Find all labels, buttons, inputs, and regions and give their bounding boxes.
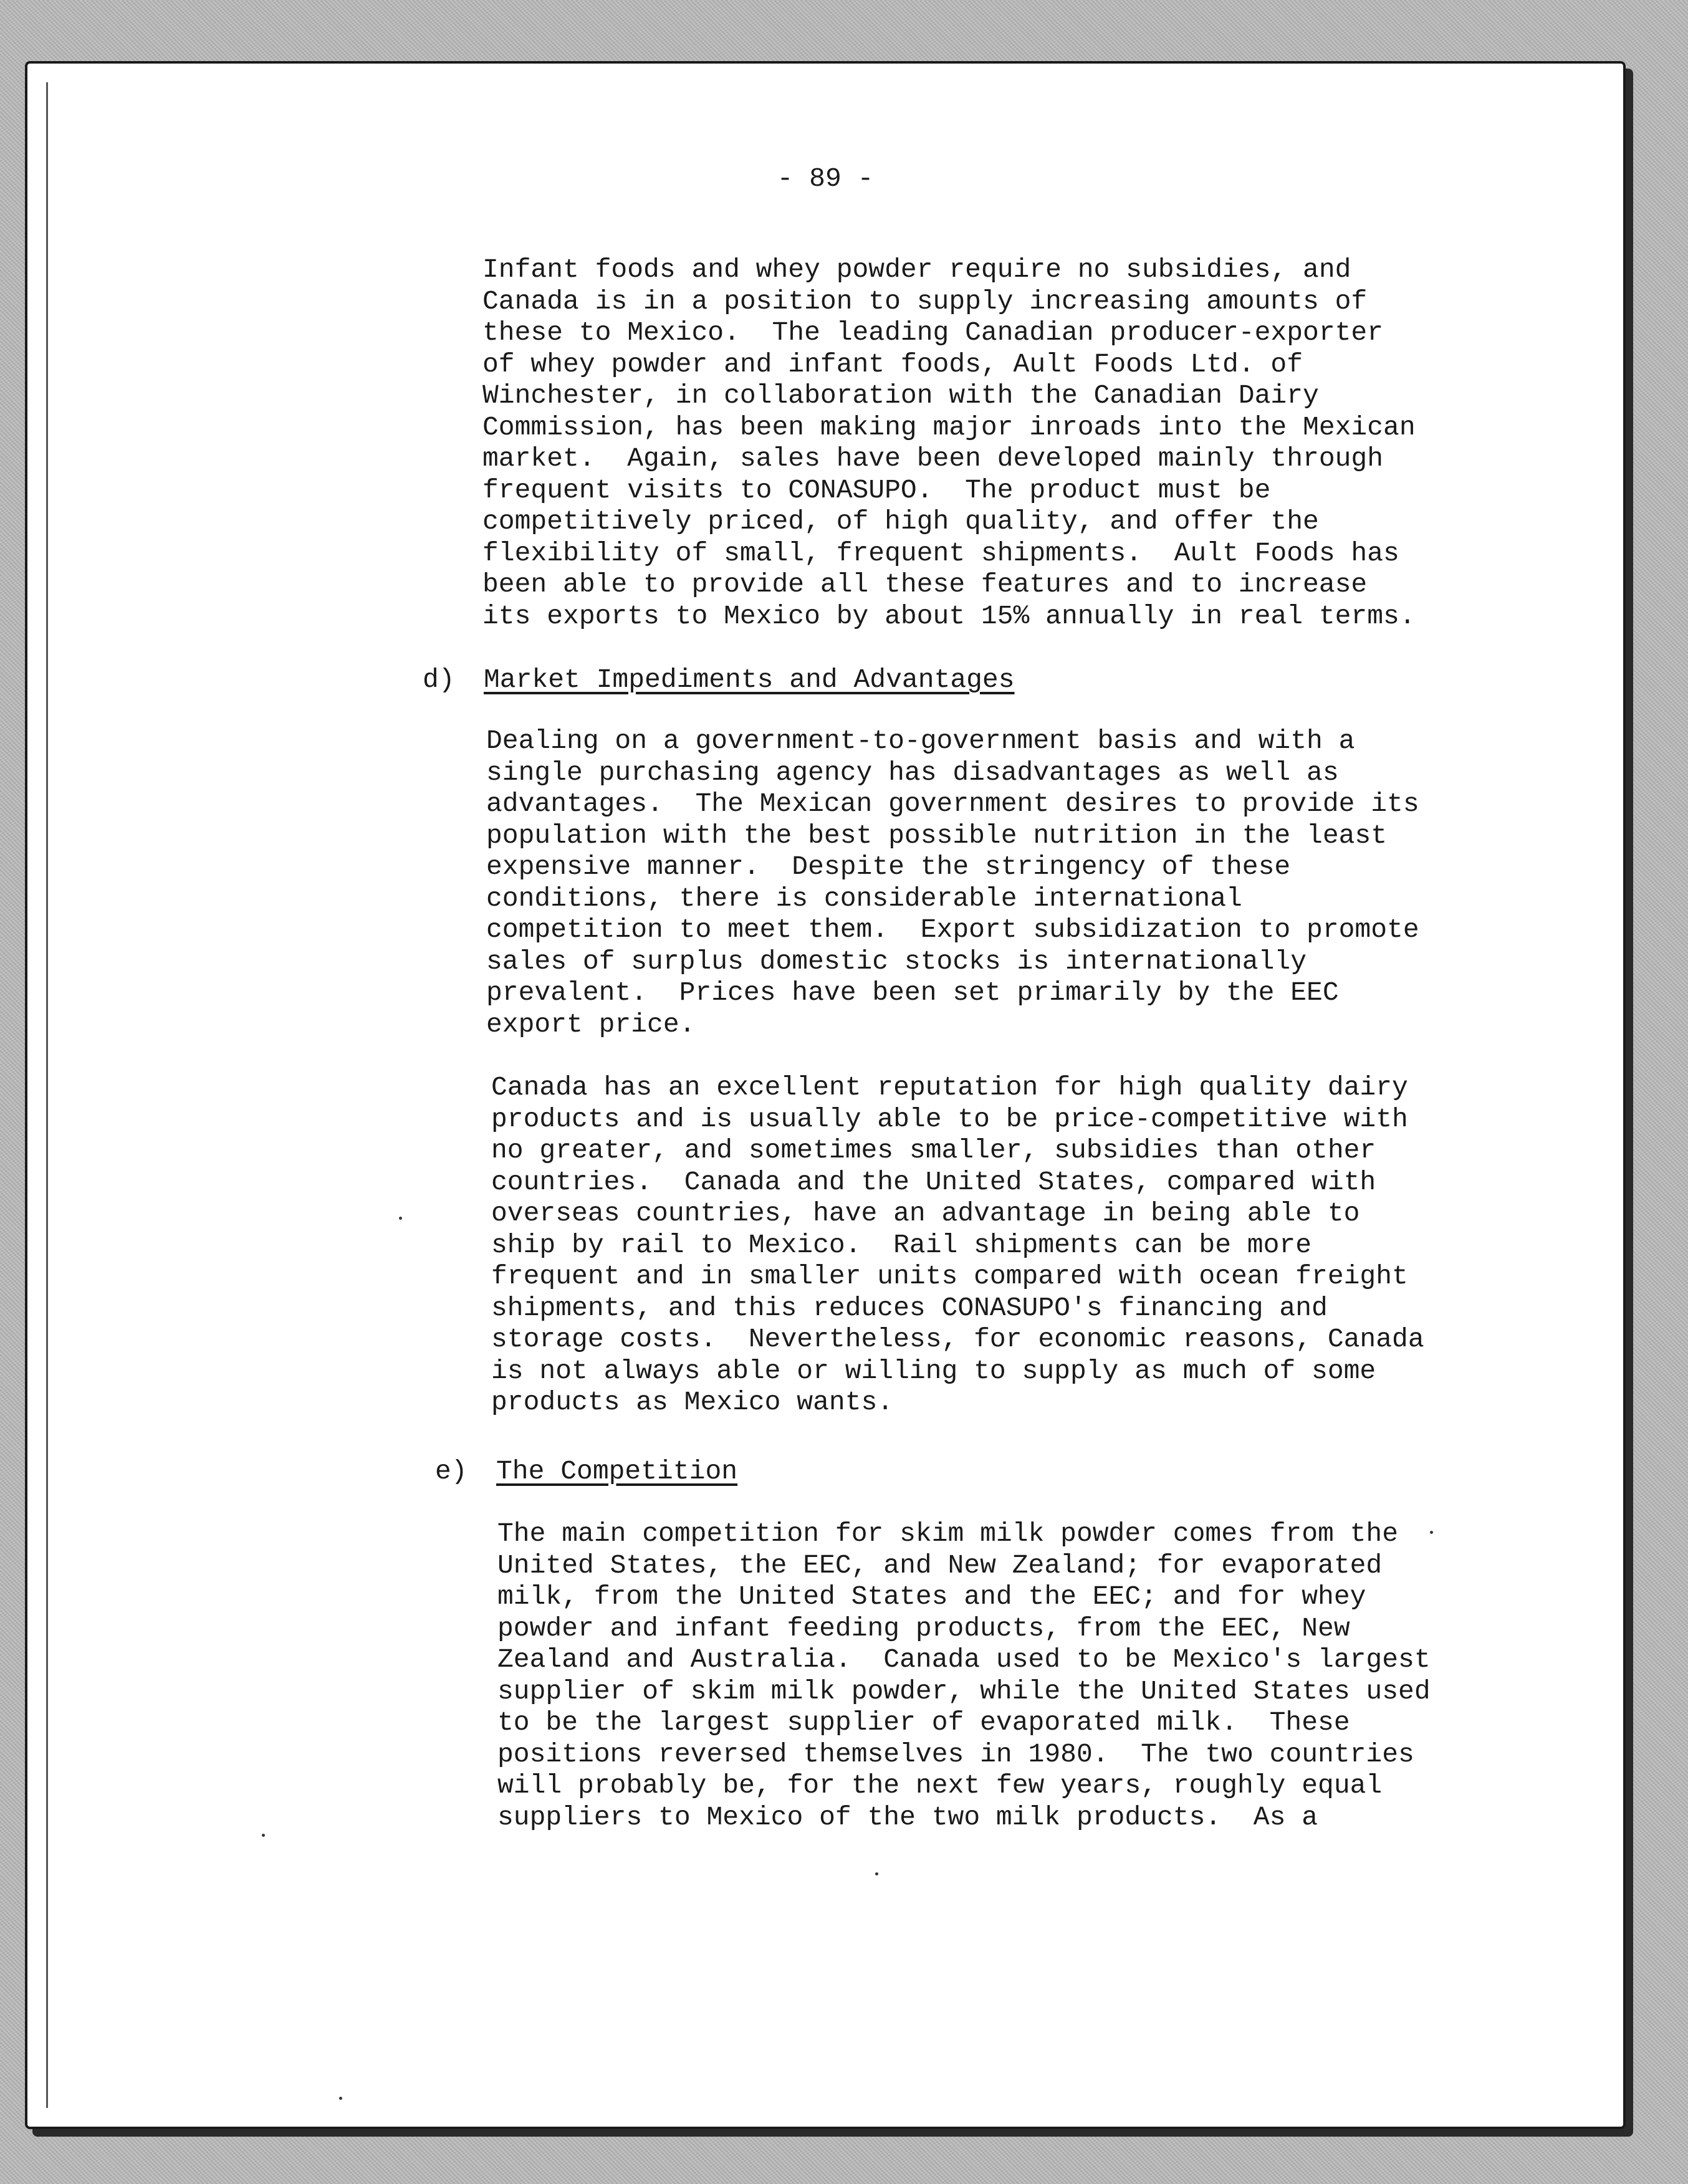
binding-edge <box>46 82 48 2108</box>
paragraph-canada-reputation: Canada has an excellent reputation for high quality dairy products and is usually able to be price-competitive with no greater, and sometimes smaller, subsidies than other countries. Canada and the United States, compared with overseas countries, have an advantage in being able to ship by rail to Mexico. Rail shipments can be more frequent and in smaller units compared with ocean freight shipments, and this reduces CONASUPO's financing and storage costs. Nevertheless, for economic reasons, Canada is not always able or willing to supply as much of some products as Mexico wants. <box>491 1072 1424 1417</box>
paragraph-dealing: Dealing on a government-to-government basis and with a single purchasing agency has disadvantages as well as advantages. The Mexican government desires to provide its population with the best possible nutrition in the least expensive manner. Despite the stringency of these conditions, there is considerable international competition to meet them. Export subsidization to promote sales of surplus domestic stocks is internationally prevalent. Prices have been set primarily by the EEC export price. <box>486 726 1419 1040</box>
scan-speck <box>875 1872 878 1875</box>
scan-speck <box>339 2097 342 2100</box>
scan-speck <box>399 1217 402 1220</box>
document-page <box>25 61 1626 2129</box>
scan-speck <box>1430 1531 1433 1534</box>
section-e-heading: The Competition <box>496 1456 738 1487</box>
page-number: - 89 - <box>777 163 874 194</box>
scan-speck <box>262 1834 265 1837</box>
section-e-marker: e) <box>435 1456 468 1487</box>
paragraph-infant-foods: Infant foods and whey powder require no subsidies, and Canada is in a position to supply increasing amounts of these to Mexico. The leading Canadian producer-exporter of whey powder and infant foods, Ault Foods Ltd. of Winchester, in collaboration with the Canadian Dairy Commission, has been making major inroads into the Mexican market. Again, sales have been developed mainly through frequent visits to CONASUPO. The product must be competitively priced, of high quality, and offer the flexibility of small, frequent shipments. Ault Foods has been able to provide all these features and to increase its exports to Mexico by about 15% annually in real terms. <box>482 254 1416 631</box>
section-d-heading: Market Impediments and Advantages <box>484 664 1015 695</box>
paragraph-competition: The main competition for skim milk powder comes from the United States, the EEC, and New Zealand; for evaporated milk, from the United States and the EEC; and for whey powder and infant feeding products, from the EEC, New Zealand and Australia. Canada used to be Mexico's largest supplier of skim milk powder, while the United States used to be the largest supplier of evaporated milk. These positions reversed themselves in 1980. The two countries will probably be, for the next few years, roughly equal suppliers to Mexico of the two milk products. As a <box>497 1518 1431 1832</box>
section-d-marker: d) <box>423 664 455 695</box>
